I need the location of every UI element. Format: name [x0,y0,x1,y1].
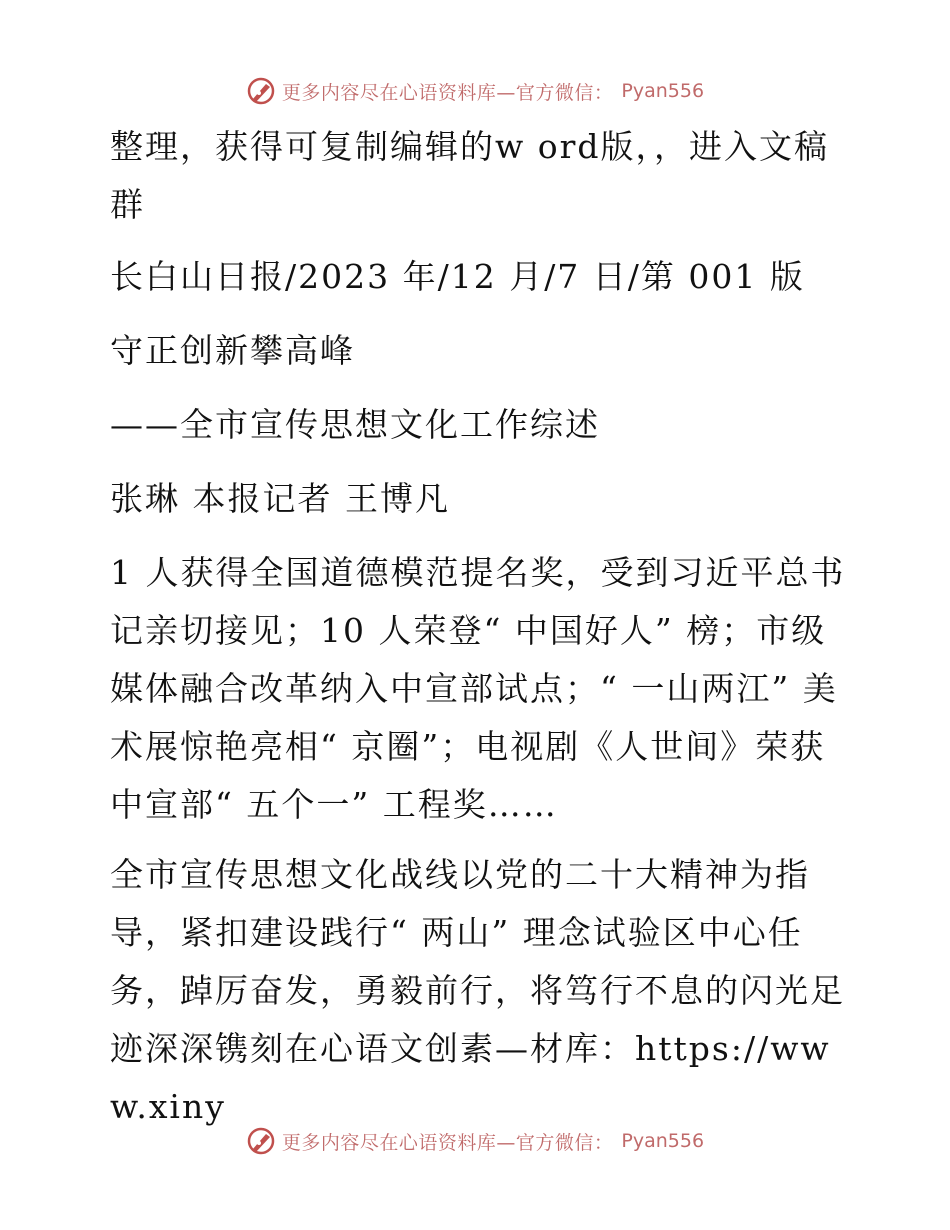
headline: 守正创新攀高峰 [110,331,355,370]
banner-text: 更多内容尽在心语资料库—官方微信： [281,1131,614,1154]
banner-wechat-id: Pyan556 [621,1130,705,1152]
body-paragraph-1: 1 人获得全国道德模范提名奖，受到习近平总书记亲切接见；10 人荣登“ 中国好人” 榜；市级媒体融合改革纳入中宣部试点；“ 一山两江” 美术展惊艳亮相“ 京圈”；电视剧《人世间》荣获中宣部“ 五个一” 工程奖…… [110,553,846,824]
byline: 张琳 本报记者 王博凡 [110,479,450,518]
subheadline: ——全市宣传思想文化工作综述 [110,405,600,444]
banner-text: 更多内容尽在心语资料库—官方微信： [281,81,614,104]
source-line: 长白山日报/2023 年/12 月/7 日/第 001 版 [110,257,805,296]
document-body [98,118,858,1148]
footer-banner [0,1124,950,1158]
banner-wechat-id: Pyan556 [621,80,705,102]
intro-paragraph: 整理，获得可复制编辑的w ord版，，进入文稿群 [110,127,830,224]
header-banner [0,74,950,108]
red-pen-circle-icon [246,76,276,106]
body-paragraph-2: 全市宣传思想文化战线以党的二十大精神为指导，紧扣建设践行“ 两山” 理念试验区中心任务，踔厉奋发，勇毅前行，将笃行不息的闪光足迹深深镌刻在心语文创素—材库：https://www.xiny [110,855,845,1126]
red-pen-circle-icon [246,1126,276,1156]
